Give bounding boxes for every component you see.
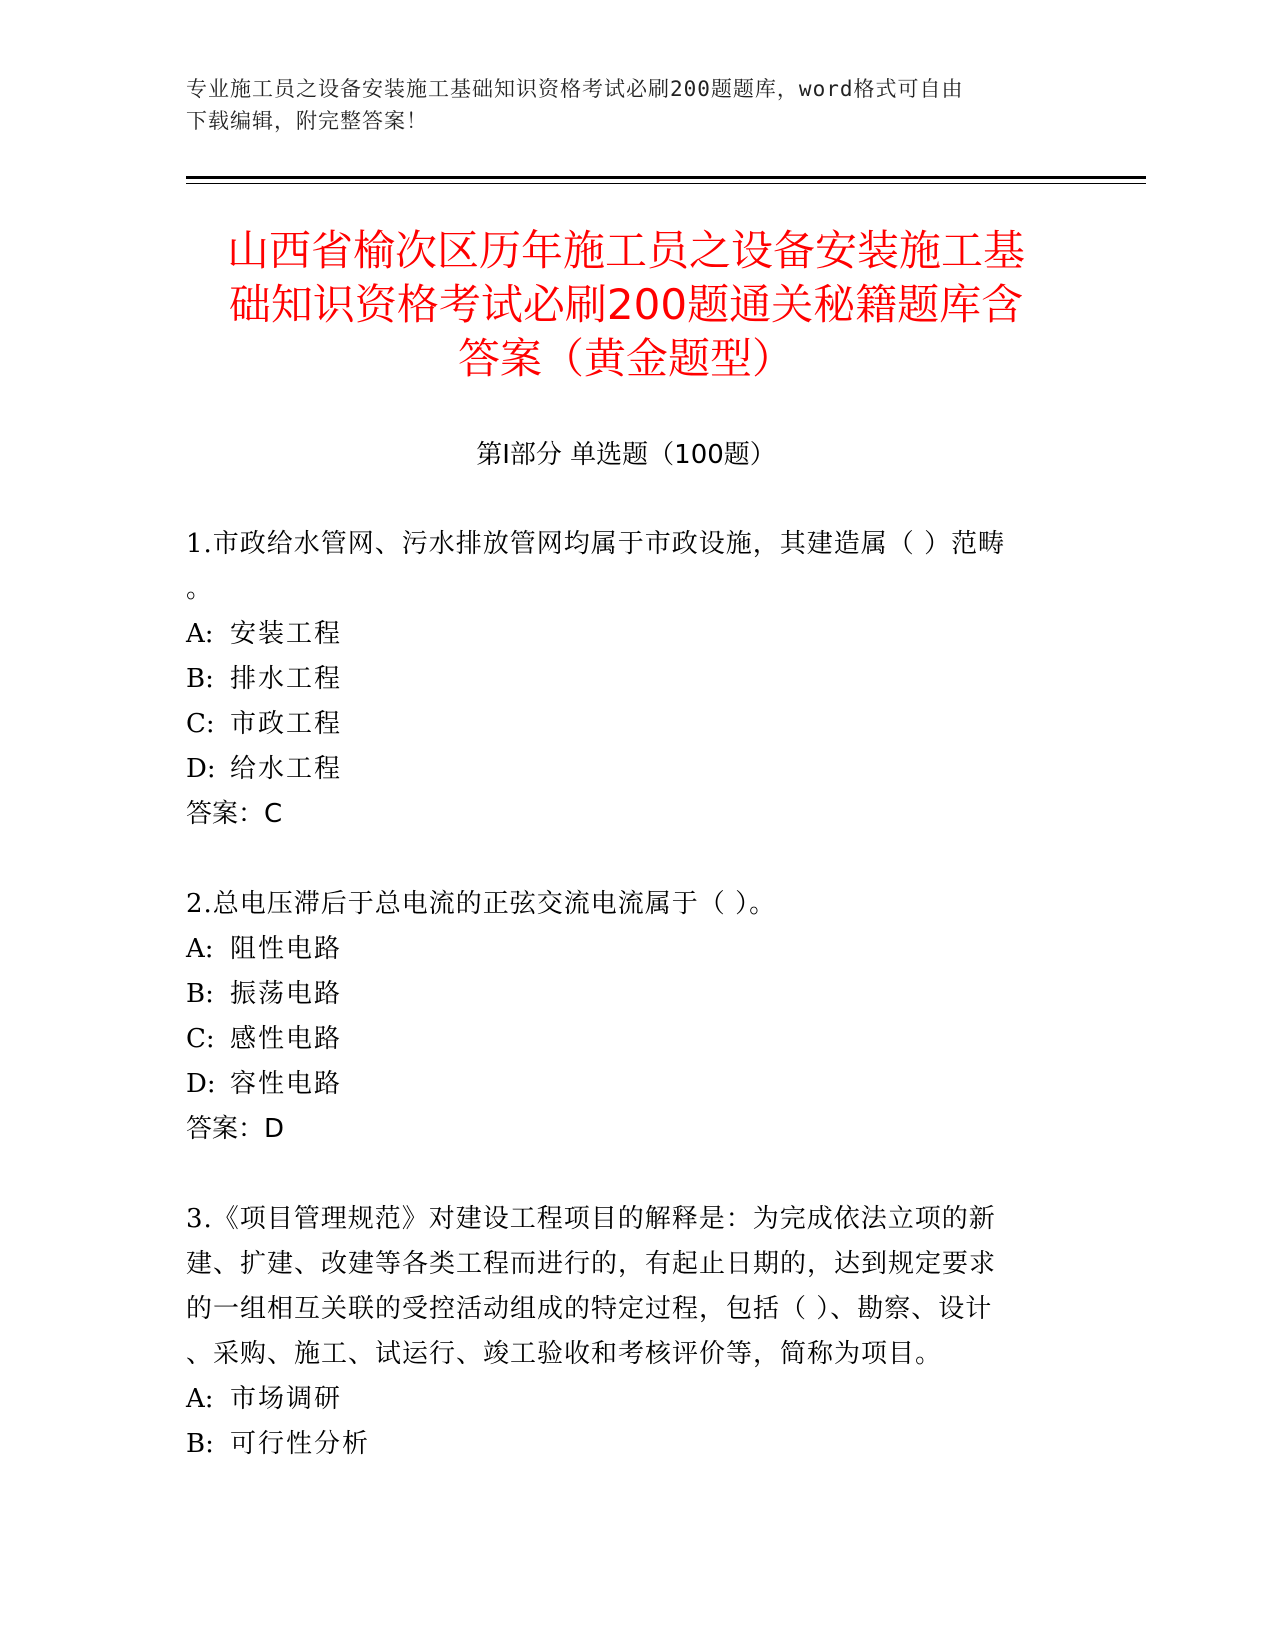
option-letter: D: [186,754,216,784]
question-text-line: 。 [186,574,214,604]
option-c [186,1017,1066,1062]
question-text-line: 的一组相互关联的受控活动组成的特定过程，包括（ ）、勘察、设计 [186,1294,993,1324]
question-text-line: 1.市政给水管网、污水排放管网均属于市政设施，其建造属（ ）范畴 [186,529,1006,559]
question-text-line: 2.总电压滞后于总电流的正弦交流电流属于（ ）。 [186,889,777,919]
title-line-1: 山西省榆次区历年施工员之设备安装施工基 [226,226,1025,275]
option-text: 市场调研 [230,1384,343,1414]
option-text: 给水工程 [230,754,343,784]
option-a [186,927,1066,972]
option-text: 市政工程 [230,709,343,739]
option-text: 排水工程 [230,664,343,694]
header-line-2: 下载编辑，附完整答案！ [186,109,428,133]
option-text: 容性电路 [230,1069,343,1099]
option-b [186,657,1066,702]
option-a [186,612,1066,657]
question-text-line: 、采购、施工、试运行、竣工验收和考核评价等，简称为项目。 [186,1339,943,1369]
header-divider-thin [186,183,1146,184]
question-list [186,522,1066,1467]
option-letter: A: [186,1384,214,1414]
question-text-line: 3.《项目管理规范》对建设工程项目的解释是：为完成依法立项的新 [186,1204,996,1234]
option-text: 安装工程 [230,619,343,649]
title-line-2: 础知识资格考试必刷200题通关秘籍题库含 [228,280,1024,329]
option-b [186,1422,1066,1467]
answer: 答案：D [186,1114,285,1144]
document-header [186,73,1066,137]
question-text-line: 建、扩建、改建等各类工程而进行的，有起止日期的，达到规定要求 [186,1249,997,1279]
header-divider-thick [186,176,1146,179]
option-letter: A: [186,934,214,964]
option-text: 阻性电路 [230,934,343,964]
option-d [186,1062,1066,1107]
option-letter: B: [186,979,214,1009]
option-letter: D: [186,1069,216,1099]
spacer [186,1152,1066,1197]
option-a [186,1377,1066,1422]
question-3 [186,1197,1066,1467]
option-text: 可行性分析 [230,1429,371,1459]
spacer [186,837,1066,882]
option-letter: B: [186,664,214,694]
option-letter: B: [186,1429,214,1459]
option-d [186,747,1066,792]
option-letter: A: [186,619,214,649]
question-1 [186,522,1066,837]
option-text: 感性电路 [230,1024,343,1054]
option-text: 振荡电路 [230,979,343,1009]
option-letter: C: [186,1024,215,1054]
option-b [186,972,1066,1017]
header-line-1: 专业施工员之设备安装施工基础知识资格考试必刷200题题库，word格式可自由 [186,77,964,101]
option-c [186,702,1066,747]
section-heading: 第Ⅰ部分 单选题（100题） [476,440,776,470]
document-title [186,224,1066,386]
option-letter: C: [186,709,215,739]
question-2 [186,882,1066,1152]
answer: 答案：C [186,799,283,829]
title-line-3: 答案（黄金题型） [457,334,794,383]
